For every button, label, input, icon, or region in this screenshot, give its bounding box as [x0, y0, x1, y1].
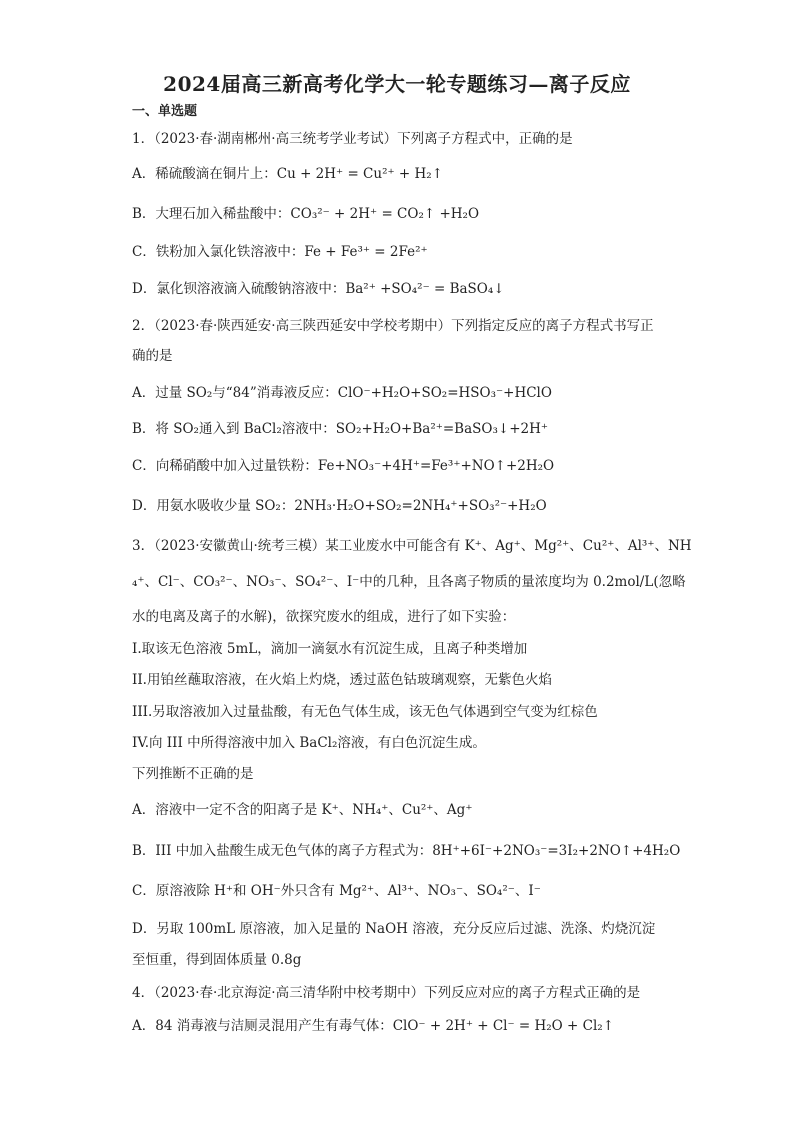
question-3-step-4: IV.向 III 中所得溶液中加入 BaCl₂溶液，有白色沉淀生成。 — [132, 735, 486, 751]
question-4-stem: 4．（2023·春·北京海淀·高三清华附中校考期中）下列反应对应的离子方程式正确的是 — [132, 985, 641, 1001]
question-3-option-c: C．原溶液除 H⁺和 OH⁻外只含有 Mg²⁺、Al³⁺、NO₃⁻、SO₄²⁻、I⁻ — [132, 883, 541, 899]
question-3-stem-line-2: ₄⁺、Cl⁻、CO₃²⁻、NO₃⁻、SO₄²⁻、I⁻中的几种，且各离子物质的量浓度均为 0.2mol/L(忽略 — [132, 574, 686, 590]
question-3-option-d: D．另取 100mL 原溶液，加入足量的 NaOH 溶液，充分反应后过滤、洗涤、灼烧沉淀 — [132, 921, 656, 937]
question-2-option-a: A．过量 SO₂与“84”消毒液反应：ClO⁻+H₂O+SO₂=HSO₃⁻+HClO — [132, 385, 552, 401]
question-3-option-d-cont: 至恒重，得到固体质量 0.8g — [132, 952, 302, 968]
question-1-option-a: A．稀硫酸滴在铜片上：Cu + 2H⁺ = Cu²⁺ + H₂↑ — [132, 166, 444, 182]
question-3-option-b: B．III 中加入盐酸生成无色气体的离子方程式为：8H⁺+6I⁻+2NO₃⁻=3I₂+2NO↑+4H₂O — [132, 843, 681, 859]
question-3-step-2: II.用铂丝蘸取溶液，在火焰上灼烧，透过蓝色钴玻璃观察，无紫色火焰 — [132, 672, 552, 688]
question-3-stem-line-3: 水的电离及离子的水解)，欲探究废水的组成，进行了如下实验： — [132, 609, 516, 625]
question-2-option-c: C．向稀硝酸中加入过量铁粉：Fe+NO₃⁻+4H⁺=Fe³⁺+NO↑+2H₂O — [132, 458, 555, 474]
question-1-option-b: B．大理石加入稀盐酸中：CO₃²⁻ + 2H⁺ = CO₂↑ +H₂O — [132, 206, 480, 222]
question-1-stem: 1．（2023·春·湖南郴州·高三统考学业考试）下列离子方程式中，正确的是 — [132, 131, 573, 147]
page-title: 2024届高三新高考化学大一轮专题练习—离子反应 — [163, 72, 631, 96]
question-1-option-d: D．氯化钡溶液滴入硫酸钠溶液中：Ba²⁺ +SO₄²⁻ = BaSO₄↓ — [132, 281, 505, 297]
question-2-option-b: B．将 SO₂通入到 BaCl₂溶液中：SO₂+H₂O+Ba²⁺=BaSO₃↓+2H⁺ — [132, 421, 548, 437]
question-1-option-c: C．铁粉加入氯化铁溶液中：Fe + Fe³⁺ = 2Fe²⁺ — [132, 244, 428, 260]
question-3-prompt: 下列推断不正确的是 — [132, 766, 254, 782]
question-2-option-d: D．用氨水吸收少量 SO₂：2NH₃·H₂O+SO₂=2NH₄⁺+SO₃²⁻+H₂O — [132, 498, 547, 514]
question-3-stem: 3．（2023·安徽黄山·统考三模）某工业废水中可能含有 K⁺、Ag⁺、Mg²⁺、Cu²⁺、Al³⁺、NH — [132, 538, 692, 554]
question-3-step-1: I.取该无色溶液 5mL，滴加一滴氨水有沉淀生成，且离子种类增加 — [132, 641, 528, 657]
question-3-option-a: A．溶液中一定不含的阳离子是 K⁺、NH₄⁺、Cu²⁺、Ag⁺ — [132, 802, 473, 818]
question-2-stem-cont: 确的是 — [132, 348, 173, 364]
question-2-stem: 2．（2023·春·陕西延安·高三陕西延安中学校考期中）下列指定反应的离子方程式书写正 — [132, 318, 654, 334]
question-4-option-a: A．84 消毒液与洁厕灵混用产生有毒气体：ClO⁻ + 2H⁺ + Cl⁻ = H₂O + Cl₂↑ — [132, 1018, 615, 1034]
question-3-step-3: III.另取溶液加入过量盐酸，有无色气体生成，该无色气体遇到空气变为红棕色 — [132, 704, 598, 720]
section-heading: 一、单选题 — [132, 104, 198, 119]
